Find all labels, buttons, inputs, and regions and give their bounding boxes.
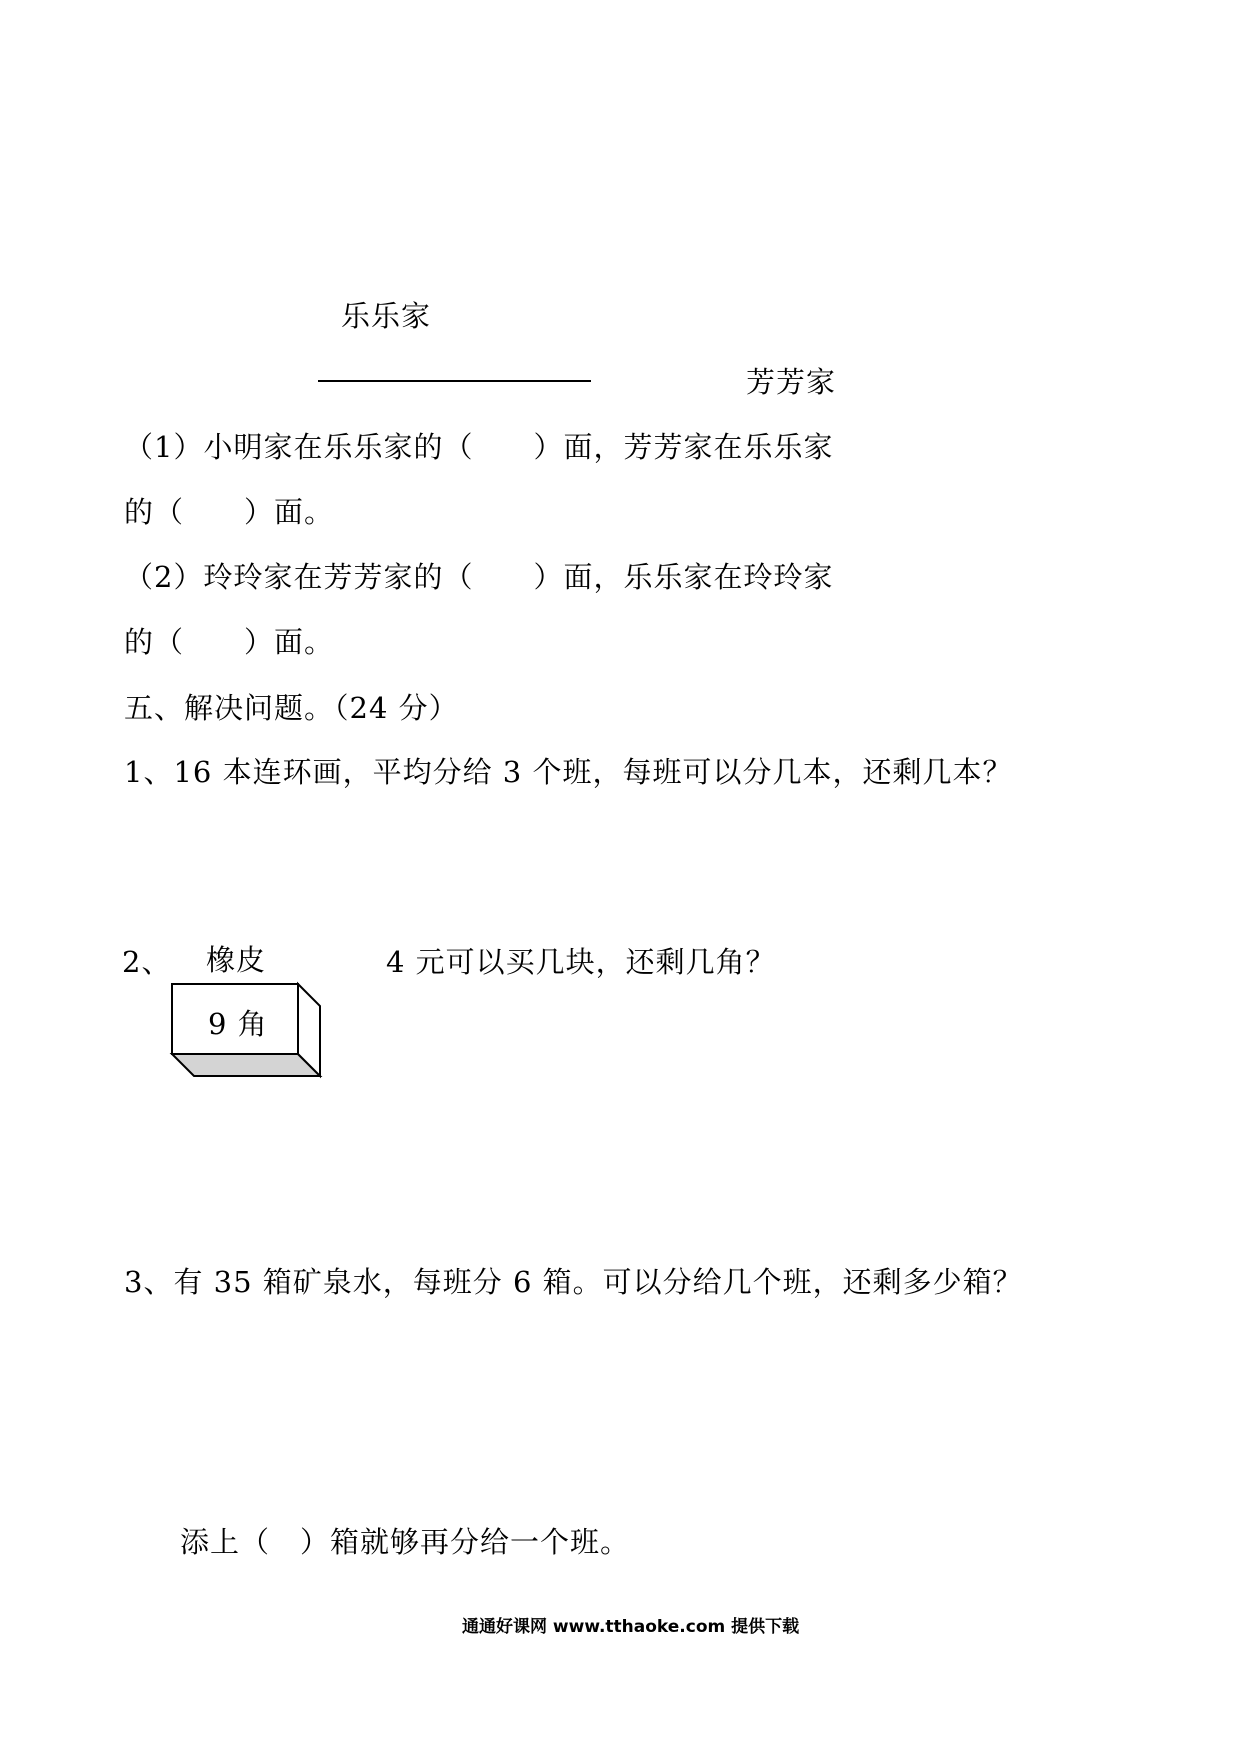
question-4-1-line-2: 的（ ）面。 <box>124 495 335 529</box>
question-4-1-line-1: （1）小明家在乐乐家的（ ）面，芳芳家在乐乐家 <box>124 430 834 464</box>
label-fangfang-home: 芳芳家 <box>746 365 837 399</box>
problem-5-3: 3、有 35 箱矿泉水，每班分 6 箱。可以分给几个班，还剩多少箱？ <box>124 1265 1023 1299</box>
eraser-bottom-face <box>172 1054 320 1076</box>
question-4-2-line-1: （2）玲玲家在芳芳家的（ ）面，乐乐家在玲玲家 <box>124 560 834 594</box>
problem-5-1: 1、16 本连环画，平均分给 3 个班，每班可以分几本，还剩几本？ <box>124 755 1013 789</box>
eraser-label: 橡皮 <box>206 943 267 977</box>
problem-5-3-followup: 添上（ ）箱就够再分给一个班。 <box>180 1525 631 1559</box>
problem-5-2-number: 2、 <box>122 945 172 979</box>
eraser-price: 9 角 <box>208 1007 268 1041</box>
road-line <box>318 380 591 382</box>
footer-source-note: 通通好课网 www.tthaoke.com 提供下载 <box>462 1617 800 1637</box>
section-5-heading: 五、解决问题。（24 分） <box>124 691 459 725</box>
problem-5-2-question: 4 元可以买几块，还剩几角？ <box>386 945 776 979</box>
label-lele-home: 乐乐家 <box>341 299 432 333</box>
question-4-2-line-2: 的（ ）面。 <box>124 625 335 659</box>
